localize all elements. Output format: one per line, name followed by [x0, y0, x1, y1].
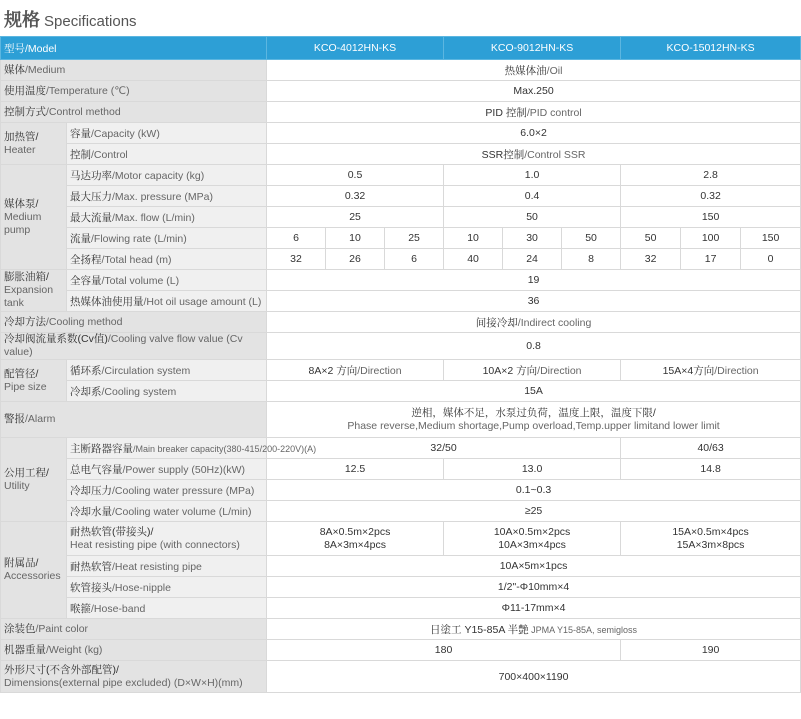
title-cn: 规格: [4, 10, 40, 30]
power-label: 总电气容量/Power supply (50Hz)(kW): [67, 459, 267, 480]
acc-nipple-row: [1, 577, 801, 598]
alarm-value: 逆相，媒体不足，水泵过负荷，温度上限，温度下限/ Phase reverse,Medium shortage,Pump overload,Temp.upper limitand lower limit: [267, 402, 801, 438]
total-head-cell: 32: [621, 249, 681, 270]
breaker-label: 主断路器容量/Main breaker capacity(380-415/200-220V)(A): [67, 438, 267, 459]
flowing-rate-cell: 50: [621, 228, 681, 249]
utility-power-row: [1, 459, 801, 480]
circulation-label: 循环系/Circulation system: [67, 360, 267, 381]
breaker-value-1: 32/50: [267, 438, 621, 459]
motor-value-2: 1.0: [444, 165, 621, 186]
total-head-cell: 0: [741, 249, 801, 270]
power-value-1: 12.5: [267, 459, 444, 480]
circulation-value-1: 8A×2 方向/Direction: [267, 360, 444, 381]
tank-volume-label: 全容量/Total volume (L): [67, 270, 267, 291]
pump-total-head-row: [1, 249, 801, 270]
header-row: [1, 37, 801, 60]
total-head-label: 全扬程/Total head (m): [67, 249, 267, 270]
circulation-value-2: 10A×2 方向/Direction: [444, 360, 621, 381]
water-volume-value: ≥25: [267, 501, 801, 522]
flowing-rate-cell: 6: [267, 228, 326, 249]
model-label: 型号/Model: [1, 37, 267, 60]
band-value: Φ11-17mm×4: [267, 598, 801, 619]
tank-usage-label: 热媒体油使用量/Hot oil usage amount (L): [67, 291, 267, 312]
tank-usage-value: 36: [267, 291, 801, 312]
control-method-row: [1, 102, 801, 123]
max-flow-label: 最大流量/Max. flow (L/min): [67, 207, 267, 228]
max-flow-value-2: 50: [444, 207, 621, 228]
control-method-label: 控制方式/Control method: [1, 102, 267, 123]
heater-capacity-row: [1, 123, 801, 144]
motor-value-3: 2.8: [621, 165, 801, 186]
max-pressure-value-1: 0.32: [267, 186, 444, 207]
acc-pipe-label: 耐热软管/Heat resisting pipe: [67, 556, 267, 577]
medium-row: [1, 60, 801, 81]
alarm-label: 警报/Alarm: [1, 402, 267, 438]
pipe-conn-label: 耐热软管(带接头)/ Heat resisting pipe (with connectors): [67, 522, 267, 556]
flowing-rate-cell: 150: [741, 228, 801, 249]
page-title: [4, 6, 137, 34]
power-value-2: 13.0: [444, 459, 621, 480]
heater-control-row: [1, 144, 801, 165]
pipe-circulation-row: [1, 360, 801, 381]
total-head-cell: 6: [385, 249, 444, 270]
water-pressure-label: 冷却压力/Cooling water pressure (MPa): [67, 480, 267, 501]
weight-value-2: 190: [621, 640, 801, 661]
acc-pipe-value: 10A×5m×1pcs: [267, 556, 801, 577]
model-1: KCO-4012HN-KS: [267, 37, 444, 60]
flowing-rate-cell: 10: [444, 228, 503, 249]
weight-row: [1, 640, 801, 661]
cv-label: 冷却阀流量系数(Cv值)/Cooling valve flow value (Cv value): [1, 333, 267, 360]
breaker-value-2: 40/63: [621, 438, 801, 459]
paint-value: 日塗工 Y15-85A 半艶 JPMA Y15-85A, semigloss: [267, 619, 801, 640]
dimensions-row: [1, 661, 801, 693]
pipe-group: 配管径/ Pipe size: [1, 360, 67, 402]
model-3: KCO-15012HN-KS: [621, 37, 801, 60]
water-volume-label: 冷却水量/Cooling water volume (L/min): [67, 501, 267, 522]
acc-pipe-row: [1, 556, 801, 577]
flowing-rate-cell: 30: [503, 228, 562, 249]
acc-band-row: [1, 598, 801, 619]
flowing-rate-cell: 10: [326, 228, 385, 249]
accessories-group: 附属品/ Accessories: [1, 522, 67, 619]
pump-pressure-row: [1, 186, 801, 207]
cooling-method-value: 间接冷却/Indirect cooling: [267, 312, 801, 333]
utility-pressure-row: [1, 480, 801, 501]
acc-pipe-conn-row: [1, 522, 801, 556]
total-head-cell: 32: [267, 249, 326, 270]
cv-value: 0.8: [267, 333, 801, 360]
motor-value-1: 0.5: [267, 165, 444, 186]
medium-label: 媒体/Medium: [1, 60, 267, 81]
dimensions-label: 外形尺寸(不含外部配管)/ Dimensions(external pipe excluded) (D×W×H)(mm): [1, 661, 267, 693]
pump-flow-row: [1, 207, 801, 228]
heater-control-label: 控制/Control: [67, 144, 267, 165]
max-flow-value-1: 25: [267, 207, 444, 228]
alarm-row: [1, 402, 801, 438]
total-head-cell: 8: [562, 249, 621, 270]
cv-row: [1, 333, 801, 360]
pipe-cooling-row: [1, 381, 801, 402]
flowing-rate-cell: 50: [562, 228, 621, 249]
utility-group: 公用工程/ Utility: [1, 438, 67, 522]
weight-label: 机器重量/Weight (kg): [1, 640, 267, 661]
heater-capacity-value: 6.0×2: [267, 123, 801, 144]
pump-motor-row: [1, 165, 801, 186]
water-pressure-value: 0.1~0.3: [267, 480, 801, 501]
utility-volume-row: [1, 501, 801, 522]
medium-value: 热媒体油/Oil: [267, 60, 801, 81]
total-head-cell: 26: [326, 249, 385, 270]
motor-label: 马达功率/Motor capacity (kg): [67, 165, 267, 186]
nipple-value: 1/2"-Φ10mm×4: [267, 577, 801, 598]
title-en: Specifications: [44, 13, 137, 30]
pump-group: 媒体泵/ Medium pump: [1, 165, 67, 270]
pump-flowing-rate-row: [1, 228, 801, 249]
weight-value-1: 180: [267, 640, 621, 661]
pipe-cooling-label: 冷却系/Cooling system: [67, 381, 267, 402]
heater-capacity-label: 容量/Capacity (kW): [67, 123, 267, 144]
flowing-rate-label: 流量/Flowing rate (L/min): [67, 228, 267, 249]
heater-control-value: SSR控制/Control SSR: [267, 144, 801, 165]
flowing-rate-cell: 100: [681, 228, 741, 249]
band-label: 喉箍/Hose-band: [67, 598, 267, 619]
temperature-value: Max.250: [267, 81, 801, 102]
max-pressure-label: 最大压力/Max. pressure (MPa): [67, 186, 267, 207]
cooling-method-label: 冷却方法/Cooling method: [1, 312, 267, 333]
model-2: KCO-9012HN-KS: [444, 37, 621, 60]
dimensions-value: 700×400×1190: [267, 661, 801, 693]
pipe-conn-value-3: 15A×0.5m×4pcs 15A×3m×8pcs: [621, 522, 801, 556]
tank-volume-value: 19: [267, 270, 801, 291]
pipe-conn-value-2: 10A×0.5m×2pcs 10A×3m×4pcs: [444, 522, 621, 556]
tank-group: 膨胀油箱/ Expansion tank: [1, 270, 67, 312]
circulation-value-3: 15A×4方向/Direction: [621, 360, 801, 381]
total-head-cell: 24: [503, 249, 562, 270]
cooling-method-row: [1, 312, 801, 333]
max-pressure-value-2: 0.4: [444, 186, 621, 207]
pipe-cooling-value: 15A: [267, 381, 801, 402]
heater-group: 加热管/ Heater: [1, 123, 67, 165]
spec-table: [0, 36, 801, 693]
power-value-3: 14.8: [621, 459, 801, 480]
total-head-cell: 40: [444, 249, 503, 270]
paint-label: 涂装色/Paint color: [1, 619, 267, 640]
max-pressure-value-3: 0.32: [621, 186, 801, 207]
pipe-conn-value-1: 8A×0.5m×2pcs 8A×3m×4pcs: [267, 522, 444, 556]
utility-breaker-row: [1, 438, 801, 459]
temperature-label: 使用温度/Temperature (℃): [1, 81, 267, 102]
tank-volume-row: [1, 270, 801, 291]
temperature-row: [1, 81, 801, 102]
paint-row: [1, 619, 801, 640]
max-flow-value-3: 150: [621, 207, 801, 228]
total-head-cell: 17: [681, 249, 741, 270]
tank-usage-row: [1, 291, 801, 312]
nipple-label: 软管接头/Hose-nipple: [67, 577, 267, 598]
flowing-rate-cell: 25: [385, 228, 444, 249]
control-method-value: PID 控制/PID control: [267, 102, 801, 123]
